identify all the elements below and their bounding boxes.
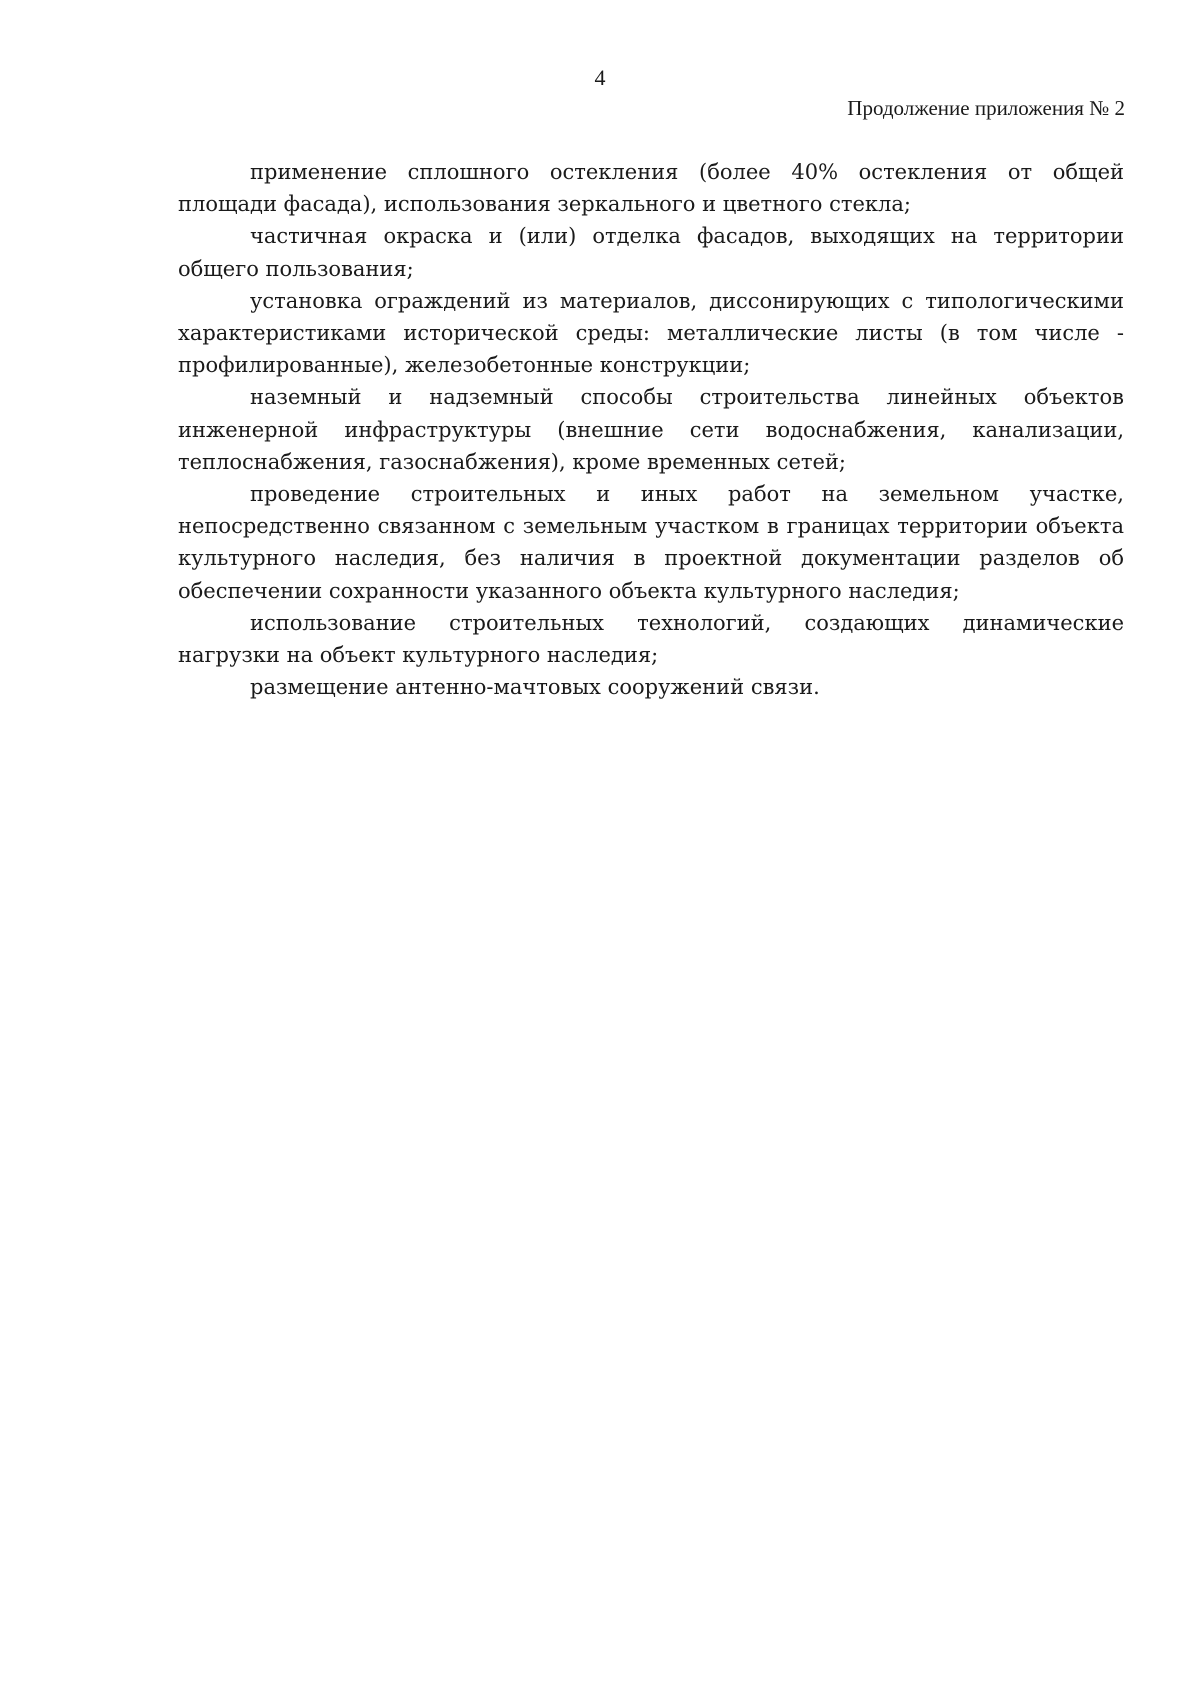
paragraph-dynamic-loads: использование строительных технологий, создающих динамические нагрузки на объект культурного наследия;	[178, 610, 1124, 668]
paragraph-fence-installation: установка ограждений из материалов, диссонирующих с типологическими характеристиками исторической среды: металлические листы (в том числе - профилированные), железобетонные конструкции;	[178, 288, 1124, 378]
paragraph-solid-glazing: применение сплошного остекления (более 40% остекления от общей площади фасада), использования зеркального и цветного стекла;	[178, 160, 1124, 217]
paragraph-linear-objects: наземный и надземный способы строительства линейных объектов инженерной инфраструктуры (внешние сети водоснабжения, канализации, теплоснабжения, газоснабжения), кроме временных сетей;	[178, 385, 1124, 474]
page-number: 4	[594, 65, 606, 90]
document-body	[178, 156, 1124, 703]
paragraph-partial-painting: частичная окраска и (или) отделка фасадов, выходящих на территории общего пользования;	[178, 224, 1124, 281]
paragraph-antenna-masts: размещение антенно-мачтовых сооружений связи.	[250, 675, 820, 700]
paragraph-construction-works: проведение строительных и иных работ на земельном участке, непосредственно связанном с земельным участком в границах территории объекта культурного наследия, без наличия в проектной документации разделов об обеспечении сохранности указанного объекта культурного наследия;	[178, 482, 1124, 603]
appendix-continuation-label: Продолжение приложения № 2	[847, 96, 1125, 120]
